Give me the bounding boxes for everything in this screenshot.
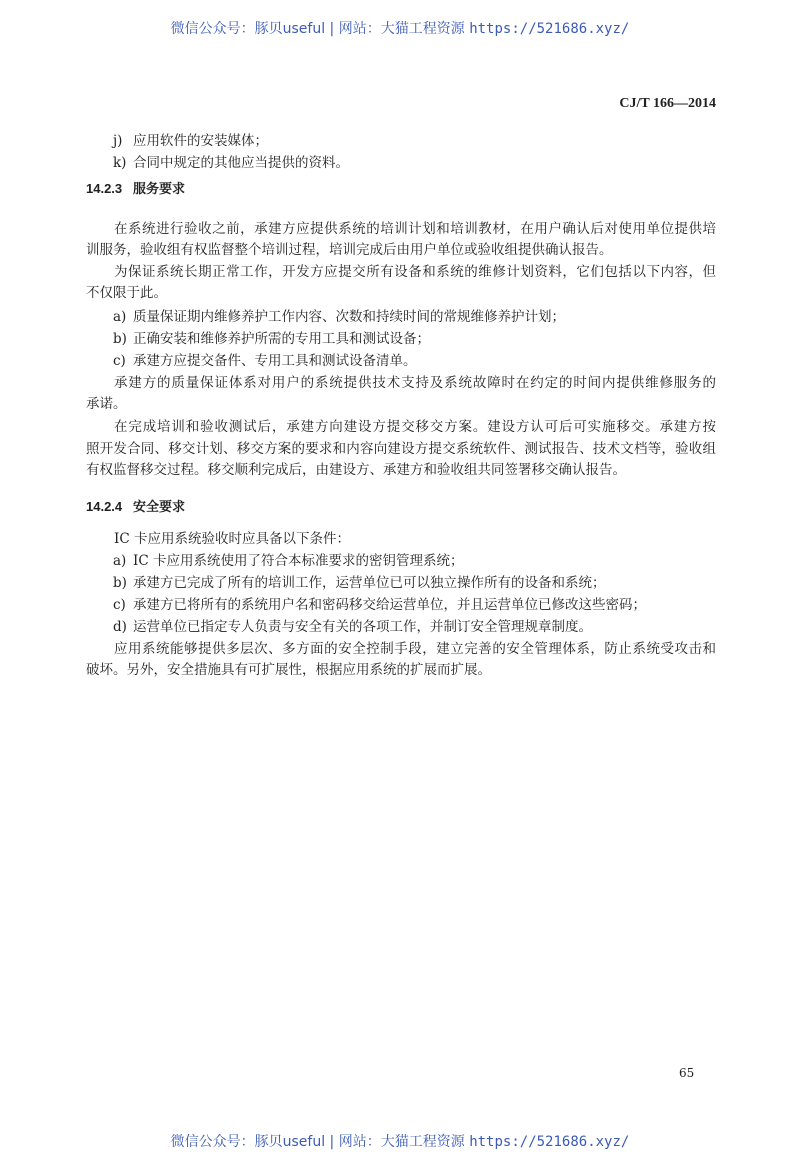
list-item: d) 运营单位已指定专人负责与安全有关的各项工作，并制订安全管理规章制度。: [113, 619, 592, 635]
paragraph-line: 承诺。: [86, 396, 127, 412]
paragraph-line: 有权监督移交过程。移交顺利完成后，由建设方、承建方和验收组共同签署移交确认报告。: [86, 462, 626, 478]
watermark-bottom: [0, 1131, 800, 1151]
watermark-top: [0, 18, 800, 38]
list-item: a) IC 卡应用系统使用了符合本标准要求的密钥管理系统；: [113, 553, 464, 569]
paragraph-line: 在完成培训和验收测试后，承建方向建设方提交移交方案。建设方认可后可实施移交。承建方按: [114, 419, 716, 435]
list-item: j) 应用软件的安装媒体；: [113, 133, 268, 149]
paragraph-line: 在系统进行验收之前，承建方应提供系统的培训计划和培训教材，在用户确认后对使用单位提供培: [114, 221, 716, 237]
watermark-url[interactable]: https://521686.xyz/: [469, 21, 630, 37]
list-item: k) 合同中规定的其他应当提供的资料。: [113, 155, 349, 171]
paragraph-line: 训服务，验收组有权监督整个培训过程，培训完成后由用户单位或验收组提供确认报告。: [86, 242, 613, 258]
paragraph-line: 承建方的质量保证体系对用户的系统提供技术支持及系统故障时在约定的时间内提供维修服务的: [114, 375, 716, 391]
list-item: a) 质量保证期内维修养护工作内容、次数和持续时间的常规维修养护计划；: [113, 309, 565, 325]
list-item: c) 承建方应提交备件、专用工具和测试设备清单。: [113, 353, 417, 369]
paragraph-line: 照开发合同、移交计划、移交方案的要求和内容向建设方提交系统软件、测试报告、技术文档等，验收组: [86, 441, 716, 457]
paragraph-line: 为保证系统长期正常工作，开发方应提交所有设备和系统的维修计划资料，它们包括以下内容，但: [114, 264, 716, 280]
paragraph-line: 破坏。另外，安全措施具有可扩展性，根据应用系统的扩展而扩展。: [86, 662, 491, 678]
section-heading: 14.2.4 安全要求: [86, 499, 186, 514]
watermark-url[interactable]: https://521686.xyz/: [469, 1134, 630, 1150]
paragraph-line: 不仅限于此。: [86, 285, 167, 301]
watermark-text: 微信公众号：豚贝useful | 网站：大猫工程资源: [170, 1134, 470, 1150]
list-item: c) 承建方已将所有的系统用户名和密码移交给运营单位，并且运营单位已修改这些密码；: [113, 597, 646, 613]
list-item: b) 承建方已完成了所有的培训工作，运营单位已可以独立操作所有的设备和系统；: [113, 575, 606, 591]
paragraph-line: 应用系统能够提供多层次、多方面的安全控制手段，建立完善的安全管理体系，防止系统受攻击和: [114, 641, 716, 657]
list-item: b) 正确安装和维修养护所需的专用工具和测试设备；: [113, 331, 430, 347]
section-heading: 14.2.3 服务要求: [86, 181, 186, 196]
paragraph-line: IC 卡应用系统验收时应具备以下条件：: [114, 531, 350, 547]
page-number: 65: [679, 1066, 695, 1080]
watermark-text: 微信公众号：豚贝useful | 网站：大猫工程资源: [170, 21, 470, 37]
standard-number: CJ/T 166—2014: [619, 96, 716, 111]
